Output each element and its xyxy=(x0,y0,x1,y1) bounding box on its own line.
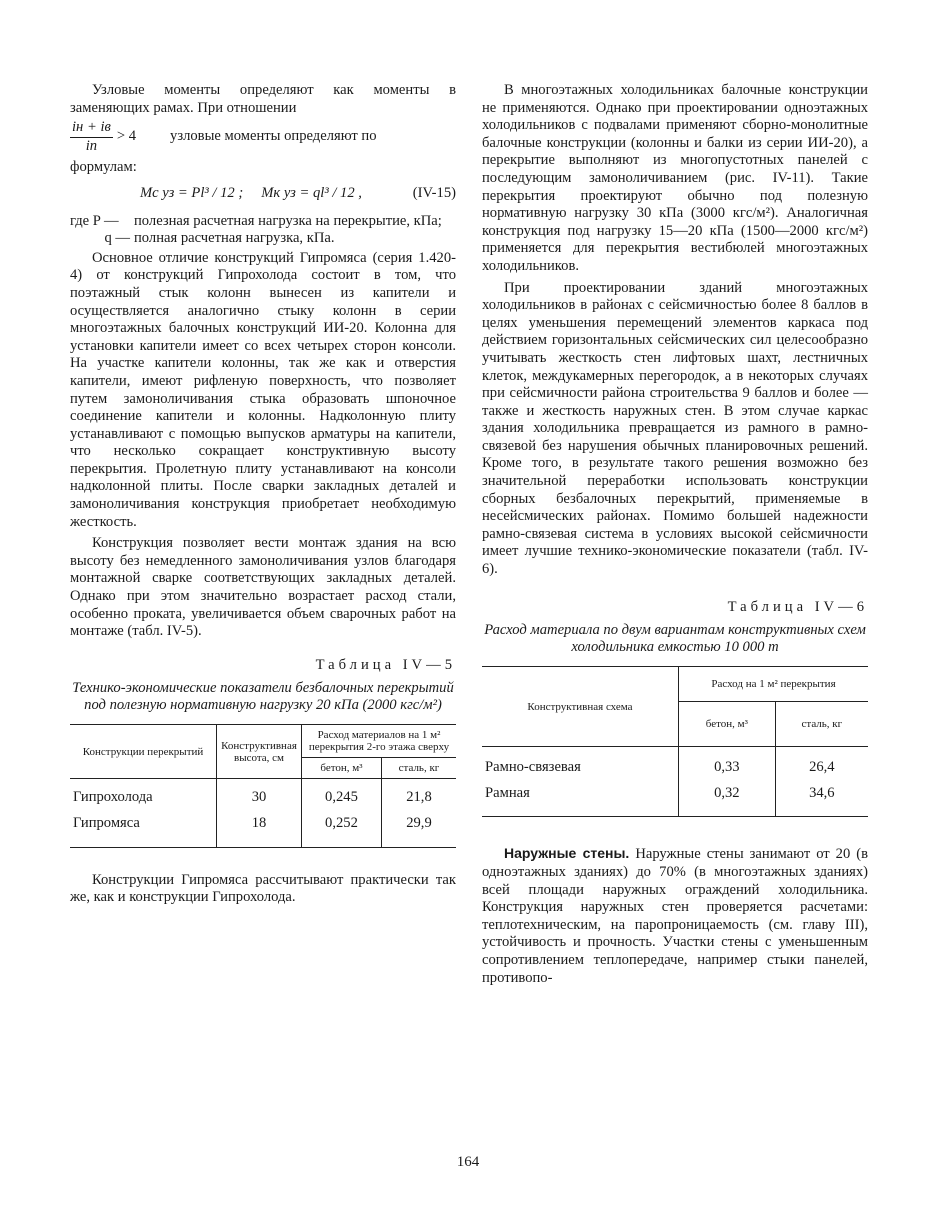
table-row xyxy=(70,811,456,847)
table-cell: 29,9 xyxy=(381,811,456,847)
table-cell: 0,245 xyxy=(302,779,382,811)
paragraph: Основное отличие конструкций Гипромяса (серия 1.420-4) от конструкций Гипрохолода состоит в том, что поэтажный стык колонн вынесен из капители и осуществляется аналогично стыку колонн в серии многоэтажных балочных конструкций ИИ-20. Колонна для установки капители имеет со всех четырех сторон консоли. На участке капители колонны, так же как и отверстия капители, имеют рифленую поверхность, что позволяет путем замоноличивания стыка образовать шпоночное соединение капители и колонны. Надколонную плиту устанавливают с помощью выпусков арматуры на капители, что несколько сокращает конструктивную высоту перекрытия. Пролетную плиту устанавливают на консоли надколонной плиты. После сварки закладных деталей и замоноличивания конструкция приобретает необходимую жесткость. xyxy=(70,249,456,530)
paragraph: Узловые моменты определяют как моменты в заменяющих рамах. При отношении xyxy=(70,82,456,116)
ratio-tail-text: узловые моменты определяют по xyxy=(170,128,377,145)
table-iv-5 xyxy=(70,724,456,847)
table-row xyxy=(482,781,868,817)
table-header: Конструктивная высота, см xyxy=(217,725,302,779)
formula-number: (IV-15) xyxy=(412,184,456,201)
table-caption: Технико-экономические показатели безбалочных перекрытий под полезную нормативную нагрузку 20 кПа (2000 кгс/м²) xyxy=(72,680,454,714)
paragraph: Конструкции Гипромяса рассчитывают практически так же, как и конструкции Гипрохолода. xyxy=(70,871,456,906)
table-header: сталь, кг xyxy=(381,758,456,779)
definitions xyxy=(70,213,456,248)
table-iv-6 xyxy=(482,666,868,817)
formula-moment-c: Mс уз = Pl³ / 12 ; xyxy=(140,184,244,201)
table-header: бетон, м³ xyxy=(679,702,776,747)
table-cell: Рамно-связевая xyxy=(485,759,581,776)
table-cell: 26,4 xyxy=(775,747,868,781)
paragraph: Конструкция позволяет вести монтаж здания на всю высоту без немедленного замоноличивания узлов благодаря монтажной сварке соответствующих закладных деталей. Однако при этом значительно возрастает расход стали, особенно проката, увеличивается объем сварочных работ на монтаже (табл. IV-5). xyxy=(70,535,456,640)
definition-text: полная расчетная нагрузка, кПа. xyxy=(134,230,335,247)
formula-moment-k: Mк уз = ql³ / 12 , xyxy=(261,184,362,201)
definition-lead: q — xyxy=(104,230,130,247)
table-cell: 18 xyxy=(217,811,302,847)
definition-lead: где P — xyxy=(70,212,119,229)
right-column xyxy=(482,82,868,987)
paragraph xyxy=(482,845,868,987)
ratio-denominator: iп xyxy=(85,137,98,154)
paragraph: При проектировании зданий многоэтажных холодильников в районах с сейсмичностью более 8 баллов в целях уменьшения перемещений элементов каркаса под действием горизонтальных сейсмических сил целесообразно учитывать жесткость стен лифтовых шахт, лестничных клеток, междукамерных перегородок, а в некоторых случаях при сейсмичности района строительства 9 баллов и более — также и жесткость наружных стен. В этом случае каркас здания холодильника превращается из рамного в рамно-связевой без нарушения обычных планировочных решений. Кроме того, в результате такого решения возможно без значительной переработки использовать конструкции сборных безбалочных перекрытий, применяемые в несейсмических районах. Помимо большей надежности рамно-связевая система в условиях высокой сейсмичности имеет лучшие технико-экономические показатели (табл. IV-6). xyxy=(482,279,868,578)
left-column xyxy=(70,82,456,907)
table-row xyxy=(482,747,868,781)
table-header: Конструктивная схема xyxy=(482,667,679,747)
table-label: Таблица IV—5 xyxy=(315,656,456,673)
table-header: сталь, кг xyxy=(775,702,868,747)
table-cell: 30 xyxy=(217,779,302,811)
definition-p xyxy=(70,213,456,231)
ratio-comparison: > 4 xyxy=(116,128,137,145)
table-cell: Гипромяса xyxy=(73,815,140,831)
paragraph-end: формулам: xyxy=(70,159,137,176)
table-row xyxy=(70,779,456,811)
table-header: бетон, м³ xyxy=(302,758,382,779)
ratio-condition xyxy=(70,119,456,155)
table-header: Расход на 1 м² перекрытия xyxy=(679,667,869,702)
table-header: Конструкции перекрытий xyxy=(70,725,217,779)
table-cell: Гипрохолода xyxy=(73,789,153,806)
table-cell: 0,33 xyxy=(679,747,776,781)
formula-iv-15 xyxy=(70,185,456,203)
table-cell: 34,6 xyxy=(775,781,868,817)
ratio-numerator: iн + iв xyxy=(70,119,113,138)
table-caption: Расход материала по двум вариантам конструктивных схем холодильника емкостью 10 000 т xyxy=(484,622,866,656)
page-number: 164 xyxy=(456,1154,480,1170)
table-cell: 0,32 xyxy=(679,781,776,817)
section-heading: Наружные стены. xyxy=(504,845,630,862)
table-label: Таблица IV—6 xyxy=(727,598,868,615)
table-cell: 21,8 xyxy=(381,779,456,811)
table-header: Расход материалов на 1 м² перекрытия 2-го этажа сверху xyxy=(302,725,457,758)
table-cell: 0,252 xyxy=(302,811,382,847)
definition-q xyxy=(70,230,456,248)
definition-text: полезная расчетная нагрузка на перекрытие, кПа; xyxy=(134,212,442,229)
table-cell: Рамная xyxy=(485,784,530,801)
paragraph-text: Наружные стены занимают от 20 (в одноэтажных зданиях) до 70% (в многоэтажных зданиях) всей площади наружных ограждений холодильника. Конструкция наружных стен проверяется расчетами: теплотехническим, на паропроницаемость (см. главу III), устойчивость и прочность. Участки стены с уменьшенным сопротивлением теплопередаче, например стыки панелей, противопо- xyxy=(482,846,868,986)
ratio-fraction xyxy=(70,119,113,155)
paragraph: В многоэтажных холодильниках балочные конструкции не применяются. Однако при проектировании одноэтажных холодильников с подвалами применяют сборно-монолитные балочные конструкции (колонны и балки из серии ИИ-20), а перекрытие выполняют из многопустотных панелей с последующим замоноличиванием (рис. IV-11). Такие перекрытия проектируют обычно под полезную нормативную нагрузку 30 кПа (3000 кгс/м²). Аналогичная конструкция под нагрузку 15—20 кПа (1500—2000 кгс/м²) применяется для перекрытия вестибюлей многоэтажных холодильников. xyxy=(482,82,868,274)
